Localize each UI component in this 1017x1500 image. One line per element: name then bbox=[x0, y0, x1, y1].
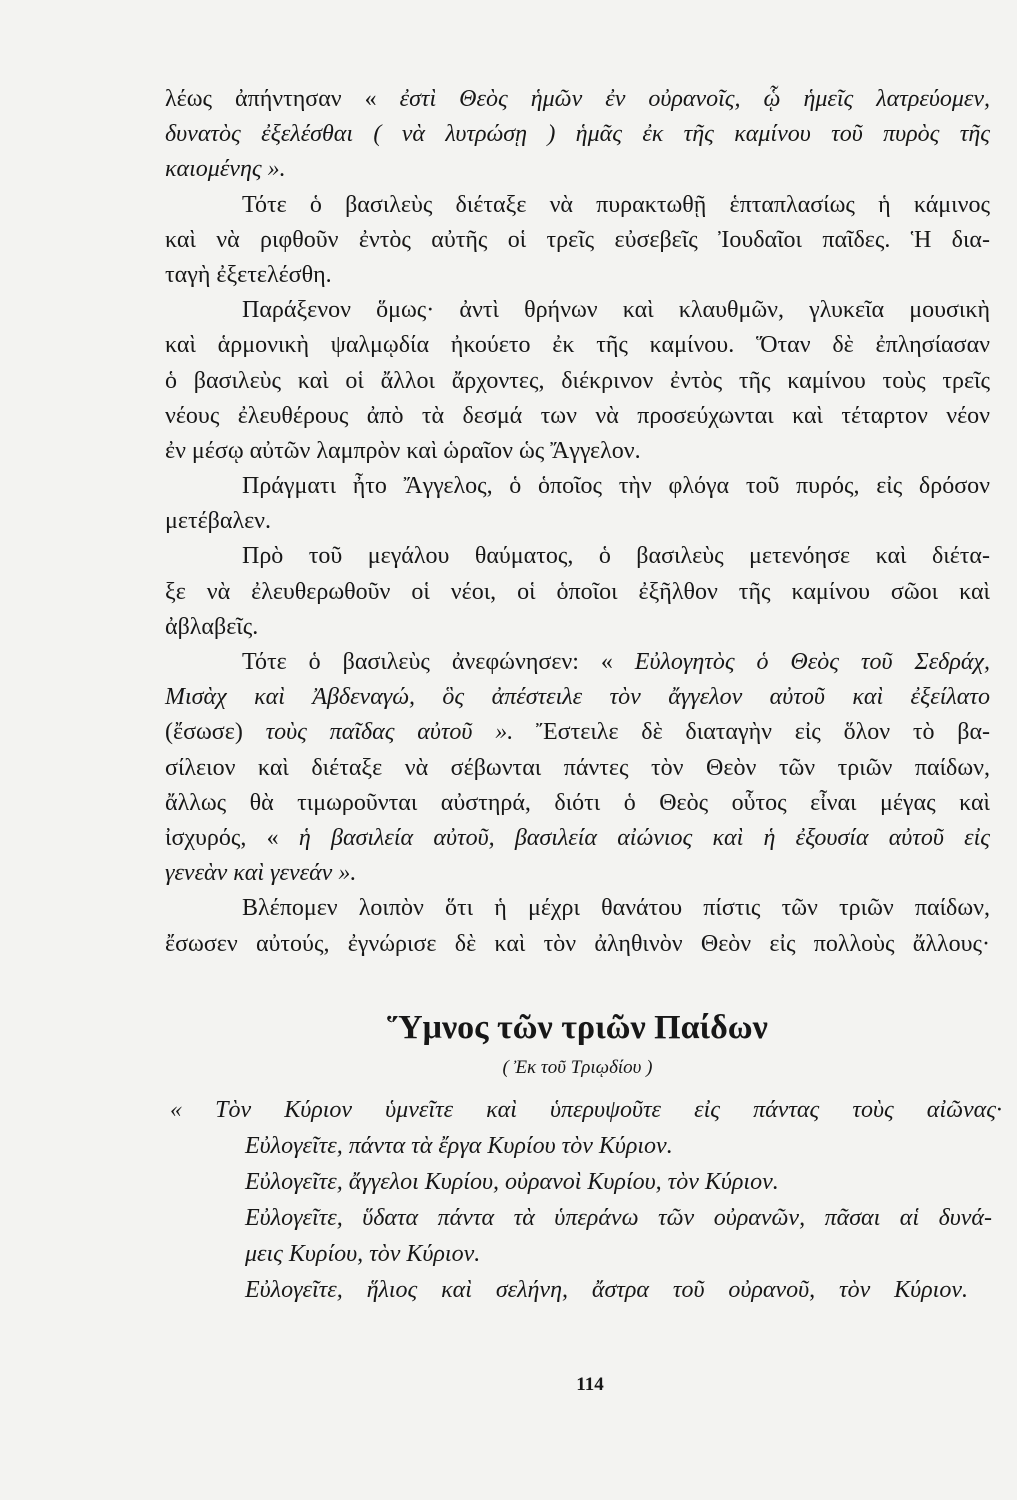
text-segment: Μισὰχ καὶ Ἀβδεναγώ, ὃς ἀπέστειλε τὸν ἄγγελον αὐτοῦ καὶ ἐξείλατο bbox=[165, 684, 990, 711]
text-segment: νέους ἐλευθέρους ἀπὸ τὰ δεσμά των νὰ προσεύχωνται καὶ τέταρτον νέον bbox=[165, 402, 990, 429]
text-segment: δυνατὸς ἐξελέσθαι ( νὰ λυτρώσῃ ) ἡμᾶς ἐκ τῆς καμίνου τοῦ πυρὸς τῆς bbox=[165, 121, 990, 148]
text-line bbox=[165, 610, 990, 645]
text-segment: ἔσωσεν αὐτούς, ἐγνώρισε δὲ καὶ τὸν ἀληθινὸν Θεὸν εἰς πολλοὺς ἄλλους· bbox=[165, 930, 990, 957]
text-segment: καιομένης ». bbox=[165, 156, 286, 183]
text-segment: ὁ βασιλεὺς καὶ οἱ ἄλλοι ἄρχοντες, διέκρινον ἐντὸς τῆς καμίνου τοὺς τρεῖς bbox=[165, 367, 990, 394]
text-line bbox=[242, 539, 990, 574]
hymn-line: μεις Κυρίου, τὸν Κύριον. bbox=[245, 1241, 481, 1267]
text-line bbox=[242, 645, 990, 680]
text-segment: καὶ νὰ ριφθοῦν ἐντὸς αὐτῆς οἱ τρεῖς εὐσεβεῖς Ἰουδαῖοι παῖδες. Ἡ δια- bbox=[165, 226, 990, 253]
text-segment: τοὺς παῖδας αὐτοῦ ». bbox=[265, 719, 514, 746]
text-segment: ἀβλαβεῖς. bbox=[165, 613, 259, 640]
hymn-line: Εὐλογεῖτε, ἄγγελοι Κυρίου, οὐρανοὶ Κυρίου, τὸν Κύριον. bbox=[245, 1169, 779, 1195]
hymn-line: Εὐλογεῖτε, ἥλιος καὶ σελήνη, ἄστρα τοῦ οὐρανοῦ, τὸν Κύριον. bbox=[245, 1277, 968, 1303]
text-line bbox=[165, 715, 990, 750]
text-line bbox=[165, 434, 990, 469]
text-line bbox=[242, 891, 990, 926]
hymn-title: Ὕμνος τῶν τριῶν Παίδων bbox=[387, 1009, 768, 1046]
hymn-text bbox=[0, 1092, 1017, 1308]
text-line bbox=[242, 469, 990, 504]
text-segment: Εὐλογητὸς ὁ Θεὸς τοῦ Σεδράχ, bbox=[634, 649, 990, 675]
text-line bbox=[165, 223, 990, 258]
text-line bbox=[165, 927, 990, 962]
text-segment: ξε νὰ ἐλευθερωθοῦν οἱ νέοι, οἱ ὁποῖοι ἐξῆλθον τῆς καμίνου σῶοι καὶ bbox=[165, 578, 990, 605]
text-segment: ταγὴ ἐξετελέσθη. bbox=[165, 261, 332, 288]
page-number: 114 bbox=[576, 1374, 604, 1395]
text-line bbox=[165, 751, 990, 786]
text-line bbox=[165, 82, 990, 117]
text-segment: ἡ βασιλεία αὐτοῦ, βασιλεία αἰώνιος καὶ ἡ ἐξουσία αὐτοῦ εἰς bbox=[298, 824, 990, 851]
hymn-line: Εὐλογεῖτε, πάντα τὰ ἔργα Κυρίου τὸν Κύριον. bbox=[245, 1133, 673, 1159]
text-segment: Τότε ὁ βασιλεὺς ἀνεφώνησεν: « bbox=[242, 649, 635, 675]
text-line bbox=[165, 258, 990, 293]
text-segment: καὶ ἁρμονικὴ ψαλμῳδία ἠκούετο ἐκ τῆς καμίνου. Ὅταν δὲ ἐπλησίασαν bbox=[165, 332, 990, 359]
text-segment: ἐστὶ Θεὸς ἡμῶν ἐν οὐρανοῖς, ᾧ ἡμεῖς λατρεύομεν, bbox=[399, 86, 990, 112]
text-segment: μετέβαλεν. bbox=[165, 508, 272, 535]
text-line bbox=[242, 293, 990, 328]
text-line bbox=[165, 821, 990, 856]
text-segment: Βλέπομεν λοιπὸν ὅτι ἡ μέχρι θανάτου πίστις τῶν τριῶν παίδων, bbox=[242, 895, 990, 922]
text-segment: Παράξενον ὅμως· ἀντὶ θρήνων καὶ κλαυθμῶν, γλυκεῖα μουσικὴ bbox=[242, 297, 990, 324]
text-segment: Τότε ὁ βασιλεὺς διέταξε νὰ πυρακτωθῇ ἑπταπλασίως ἡ κάμινος bbox=[242, 191, 990, 218]
hymn-line: « Τὸν Κύριον ὑμνεῖτε καὶ ὑπερυψοῦτε εἰς πάντας τοὺς αἰῶνας· bbox=[170, 1097, 1002, 1123]
text-segment: ἰσχυρός, « bbox=[165, 824, 299, 851]
text-line bbox=[165, 152, 990, 187]
text-line bbox=[165, 786, 990, 821]
body-text bbox=[165, 82, 990, 962]
text-segment: Πράγματι ἦτο Ἄγγελος, ὁ ὁποῖος τὴν φλόγα τοῦ πυρός, εἰς δρόσον bbox=[242, 473, 990, 500]
text-segment: γενεὰν καὶ γενεάν ». bbox=[165, 860, 357, 887]
hymn-source: ( Ἐκ τοῦ Τριῳδίου ) bbox=[502, 1057, 653, 1078]
text-line bbox=[165, 856, 990, 891]
text-segment: ἄλλως θὰ τιμωροῦνται αὐστηρά, διότι ὁ Θεὸς οὗτος εἶναι μέγας καὶ bbox=[165, 789, 990, 816]
text-line bbox=[165, 504, 990, 539]
text-segment: ἐν μέσῳ αὐτῶν λαμπρὸν καὶ ὡραῖον ὡς Ἄγγελον. bbox=[165, 437, 641, 464]
text-line bbox=[165, 328, 990, 363]
text-line bbox=[165, 575, 990, 610]
text-segment: σίλειον καὶ διέταξε νὰ σέβωνται πάντες τὸν Θεὸν τῶν τριῶν παίδων, bbox=[165, 754, 990, 781]
text-line bbox=[242, 188, 990, 223]
text-segment: Πρὸ τοῦ μεγάλου θαύματος, ὁ βασιλεὺς μετενόησε καὶ διέτα- bbox=[242, 543, 990, 570]
hymn-line: Εὐλογεῖτε, ὕδατα πάντα τὰ ὑπεράνω τῶν οὐρανῶν, πᾶσαι αἱ δυνά- bbox=[245, 1205, 992, 1231]
text-line bbox=[165, 364, 990, 399]
text-segment: (ἔσωσε) bbox=[165, 719, 266, 746]
text-segment: Ἔστειλε δὲ διαταγὴν εἰς ὅλον τὸ βα- bbox=[513, 719, 991, 746]
text-line bbox=[165, 399, 990, 434]
text-segment: λέως ἀπήντησαν « bbox=[165, 86, 400, 112]
text-line bbox=[165, 117, 990, 152]
text-line bbox=[165, 680, 990, 715]
